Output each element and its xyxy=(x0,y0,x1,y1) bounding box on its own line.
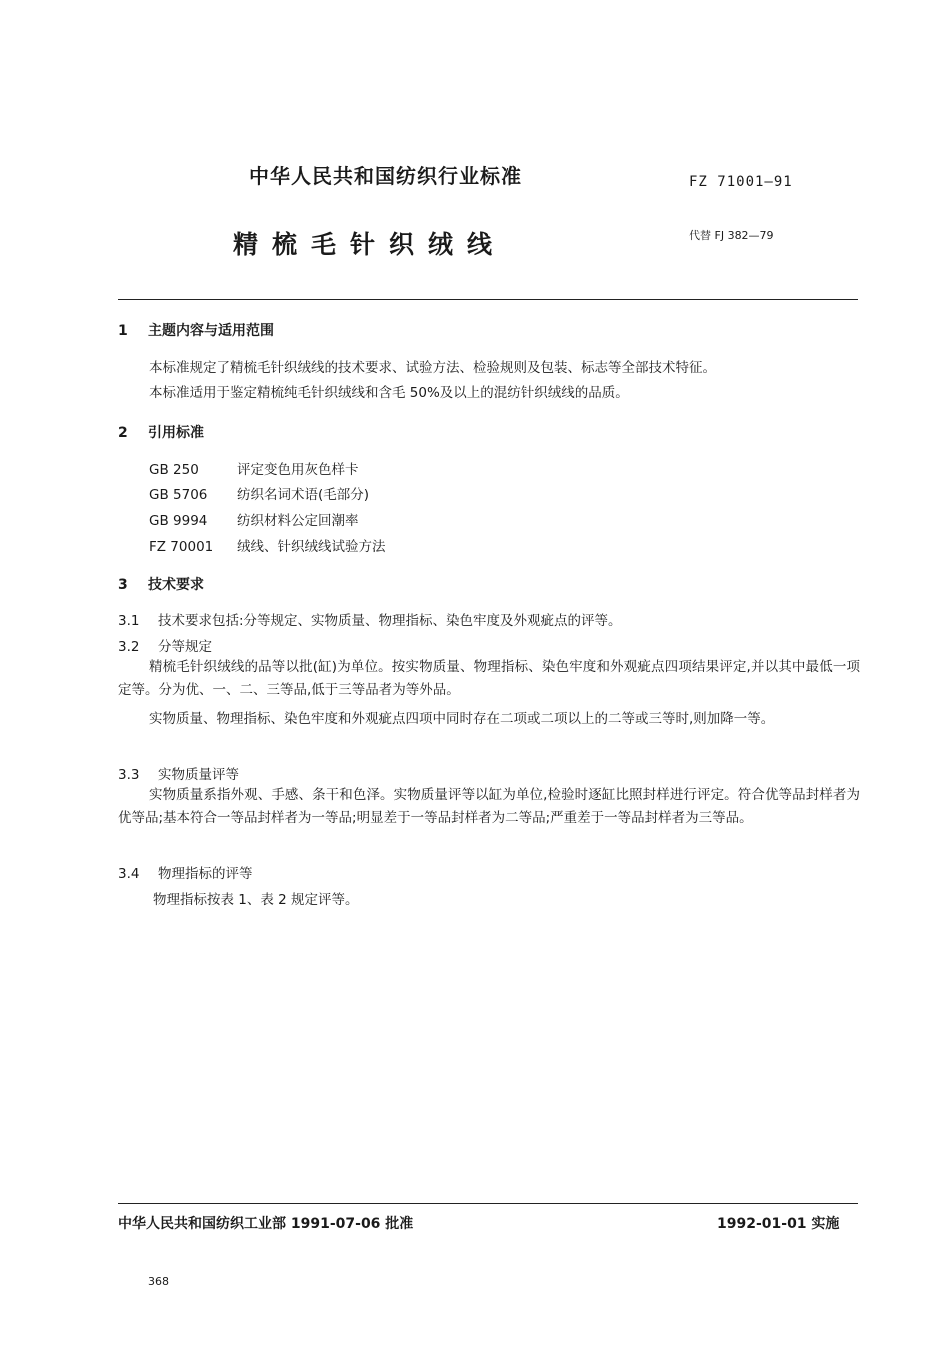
clause-3-3-heading xyxy=(118,763,239,783)
section-3-heading xyxy=(118,574,204,594)
reference-item xyxy=(149,509,359,529)
reference-name: 评定变色用灰色样卡 xyxy=(237,462,359,478)
clause-number: 3.1 xyxy=(118,613,140,629)
clause-3-1 xyxy=(118,609,622,629)
reference-code: GB 250 xyxy=(149,462,199,478)
clause-3-4-paragraph: 物理指标按表 1、表 2 规定评等。 xyxy=(153,892,359,908)
clause-number: 3.2 xyxy=(118,639,140,655)
section-number: 3 xyxy=(118,577,128,593)
reference-name: 纺织材料公定回潮率 xyxy=(237,513,359,529)
section-2-heading xyxy=(118,422,204,442)
reference-code: GB 9994 xyxy=(149,513,208,529)
clause-number: 3.3 xyxy=(118,767,140,783)
reference-item xyxy=(149,535,386,555)
section-number: 1 xyxy=(118,323,128,339)
footer-divider xyxy=(118,1203,858,1204)
reference-item xyxy=(149,483,369,503)
section-title: 主题内容与适用范围 xyxy=(148,323,274,339)
section-1-paragraph-2: 本标准适用于鉴定精梳纯毛针织绒线和含毛 50%及以上的混纺针织绒线的品质。 xyxy=(149,385,629,401)
effective-date: 1992-01-01 实施 xyxy=(717,1216,840,1232)
clause-number: 3.4 xyxy=(118,866,140,882)
clause-3-4-heading xyxy=(118,862,253,882)
standard-code: FZ 71001—91 xyxy=(689,174,793,190)
page-number: 368 xyxy=(148,1275,169,1288)
clause-3-3-paragraph: 实物质量系指外观、手感、条干和色泽。实物质量评等以缸为单位,检验时逐缸比照封样进行评定。符合优等品封样者为优等品;基本符合一等品封样者为一等品;明显差于一等品封样者为二等品;严重差于一等品封样者为三等品。 xyxy=(118,787,860,826)
clause-3-2-paragraph-2: 实物质量、物理指标、染色牢度和外观疵点四项中同时存在二项或二项以上的二等或三等时,则加降一等。 xyxy=(149,711,775,727)
section-title: 引用标准 xyxy=(148,425,204,441)
section-title: 技术要求 xyxy=(148,577,204,593)
reference-name: 纺织名词术语(毛部分) xyxy=(237,487,370,503)
clause-3-2-paragraph-1: 精梳毛针织绒线的品等以批(缸)为单位。按实物质量、物理指标、染色牢度和外观疵点四项结果评定,并以其中最低一项定等。分为优、一、二、三等品,低于三等品者为等外品。 xyxy=(118,659,860,698)
clause-title: 实物质量评等 xyxy=(158,767,239,783)
clause-text: 技术要求包括:分等规定、实物质量、物理指标、染色牢度及外观疵点的评等。 xyxy=(158,613,622,629)
clause-title: 分等规定 xyxy=(158,639,212,655)
replaces-standard: 代替 FJ 382—79 xyxy=(689,229,774,242)
clause-3-2-heading xyxy=(118,635,212,655)
reference-code: GB 5706 xyxy=(149,487,208,503)
clause-title: 物理指标的评等 xyxy=(158,866,253,882)
reference-item xyxy=(149,458,359,478)
reference-code: FZ 70001 xyxy=(149,539,214,555)
reference-name: 绒线、针织绒线试验方法 xyxy=(237,539,386,555)
issuing-body-title: 中华人民共和国纺织行业标准 xyxy=(249,164,522,188)
section-1-heading xyxy=(118,320,274,340)
header-divider xyxy=(118,299,858,300)
document-title: 精梳毛针织绒线 xyxy=(233,230,507,259)
section-1-paragraph-1: 本标准规定了精梳毛针织绒线的技术要求、试验方法、检验规则及包装、标志等全部技术特征。 xyxy=(149,360,716,376)
section-number: 2 xyxy=(118,425,128,441)
approval-statement: 中华人民共和国纺织工业部 1991-07-06 批准 xyxy=(118,1216,414,1232)
